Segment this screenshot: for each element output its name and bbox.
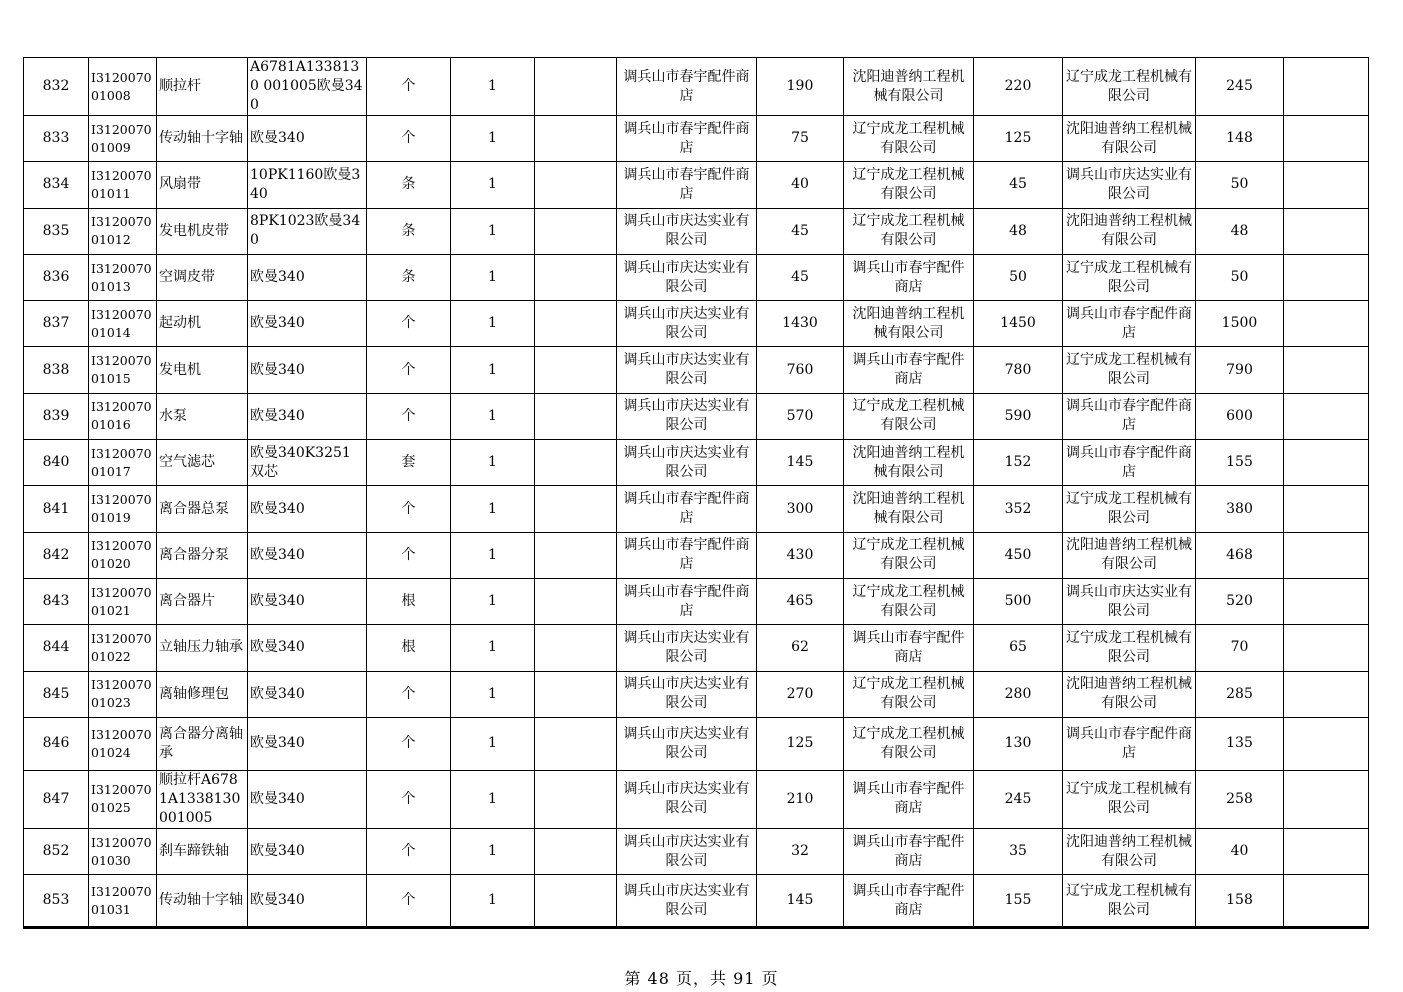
row-number: 853 [24, 875, 89, 928]
supplier-2: 辽宁成龙工程机械有限公司 [844, 162, 974, 208]
blank-cell [535, 717, 617, 770]
supplier-1: 调兵山市庆达实业有限公司 [617, 770, 757, 828]
price-3: 50 [1196, 162, 1284, 208]
supplier-3: 调兵山市庆达实业有限公司 [1063, 578, 1196, 624]
quantity: 1 [451, 770, 535, 828]
material-code: I3120070 01020 [89, 532, 157, 578]
table-row [24, 440, 1369, 486]
item-spec: 欧曼340 [248, 828, 367, 874]
price-2: 45 [974, 162, 1063, 208]
item-spec: 欧曼340 [248, 770, 367, 828]
blank-cell [535, 828, 617, 874]
unit: 个 [367, 301, 451, 347]
unit: 个 [367, 347, 451, 393]
material-code: I3120070 01031 [89, 875, 157, 928]
price-1: 62 [757, 625, 844, 671]
item-spec: 欧曼340 [248, 486, 367, 532]
item-spec: 欧曼340 [248, 347, 367, 393]
item-name: 刹车蹄铁轴 [157, 828, 248, 874]
table-row [24, 393, 1369, 439]
material-code: I3120070 01015 [89, 347, 157, 393]
price-1: 570 [757, 393, 844, 439]
item-name: 发电机皮带 [157, 208, 248, 254]
table-row [24, 162, 1369, 208]
blank-cell [535, 254, 617, 300]
price-2: 500 [974, 578, 1063, 624]
supplier-3: 调兵山市春宇配件商店 [1063, 393, 1196, 439]
price-2: 450 [974, 532, 1063, 578]
unit: 个 [367, 717, 451, 770]
parts-price-table [23, 57, 1369, 929]
item-name: 风扇带 [157, 162, 248, 208]
supplier-1: 调兵山市庆达实业有限公司 [617, 254, 757, 300]
item-spec: 欧曼340 [248, 254, 367, 300]
blank-cell [535, 671, 617, 717]
material-code: I3120070 01017 [89, 440, 157, 486]
material-code: I3120070 01019 [89, 486, 157, 532]
unit: 个 [367, 393, 451, 439]
row-number: 841 [24, 486, 89, 532]
supplier-3: 沈阳迪普纳工程机械有限公司 [1063, 671, 1196, 717]
supplier-2: 调兵山市春宇配件商店 [844, 347, 974, 393]
item-name: 离合器片 [157, 578, 248, 624]
unit: 个 [367, 875, 451, 928]
supplier-3: 辽宁成龙工程机械有限公司 [1063, 486, 1196, 532]
unit: 个 [367, 486, 451, 532]
material-code: I3120070 01021 [89, 578, 157, 624]
row-number: 842 [24, 532, 89, 578]
supplier-3: 调兵山市春宇配件商店 [1063, 717, 1196, 770]
row-number: 835 [24, 208, 89, 254]
material-code: I3120070 01024 [89, 717, 157, 770]
blank-cell [535, 532, 617, 578]
blank-cell [535, 58, 617, 116]
quantity: 1 [451, 625, 535, 671]
material-code: I3120070 01023 [89, 671, 157, 717]
page-footer: 第 48 页，共 91 页 [624, 969, 779, 988]
supplier-2: 辽宁成龙工程机械有限公司 [844, 578, 974, 624]
row-number: 840 [24, 440, 89, 486]
unit: 根 [367, 578, 451, 624]
unit: 条 [367, 254, 451, 300]
supplier-3: 沈阳迪普纳工程机械有限公司 [1063, 116, 1196, 162]
price-3: 520 [1196, 578, 1284, 624]
unit: 个 [367, 671, 451, 717]
material-code: I3120070 01030 [89, 828, 157, 874]
item-name: 传动轴十字轴 [157, 875, 248, 928]
remark-cell [1284, 254, 1369, 300]
table-row [24, 717, 1369, 770]
remark-cell [1284, 828, 1369, 874]
table-row [24, 486, 1369, 532]
item-spec: 欧曼340 [248, 116, 367, 162]
blank-cell [535, 347, 617, 393]
quantity: 1 [451, 828, 535, 874]
supplier-1: 调兵山市庆达实业有限公司 [617, 440, 757, 486]
price-3: 50 [1196, 254, 1284, 300]
blank-cell [535, 440, 617, 486]
row-number: 852 [24, 828, 89, 874]
item-name: 水泵 [157, 393, 248, 439]
price-1: 45 [757, 208, 844, 254]
quantity: 1 [451, 208, 535, 254]
quantity: 1 [451, 254, 535, 300]
item-name: 起动机 [157, 301, 248, 347]
supplier-1: 调兵山市春宇配件商店 [617, 58, 757, 116]
price-1: 75 [757, 116, 844, 162]
supplier-2: 沈阳迪普纳工程机械有限公司 [844, 58, 974, 116]
supplier-1: 调兵山市春宇配件商店 [617, 116, 757, 162]
supplier-2: 辽宁成龙工程机械有限公司 [844, 208, 974, 254]
blank-cell [535, 116, 617, 162]
supplier-2: 调兵山市春宇配件商店 [844, 770, 974, 828]
row-number: 834 [24, 162, 89, 208]
item-name: 立轴压力轴承 [157, 625, 248, 671]
quantity: 1 [451, 717, 535, 770]
blank-cell [535, 162, 617, 208]
price-3: 468 [1196, 532, 1284, 578]
supplier-3: 辽宁成龙工程机械有限公司 [1063, 770, 1196, 828]
material-code: I3120070 01013 [89, 254, 157, 300]
item-spec: 欧曼340 [248, 393, 367, 439]
supplier-3: 沈阳迪普纳工程机械有限公司 [1063, 208, 1196, 254]
quantity: 1 [451, 875, 535, 928]
item-spec: 10PK1160欧曼340 [248, 162, 367, 208]
price-2: 48 [974, 208, 1063, 254]
remark-cell [1284, 486, 1369, 532]
supplier-1: 调兵山市庆达实业有限公司 [617, 625, 757, 671]
price-1: 40 [757, 162, 844, 208]
supplier-1: 调兵山市庆达实业有限公司 [617, 393, 757, 439]
table-row [24, 828, 1369, 874]
item-name: 离合器分离轴承 [157, 717, 248, 770]
supplier-3: 调兵山市庆达实业有限公司 [1063, 162, 1196, 208]
supplier-2: 调兵山市春宇配件商店 [844, 254, 974, 300]
unit: 条 [367, 208, 451, 254]
price-2: 152 [974, 440, 1063, 486]
remark-cell [1284, 717, 1369, 770]
supplier-3: 调兵山市春宇配件商店 [1063, 440, 1196, 486]
supplier-1: 调兵山市庆达实业有限公司 [617, 671, 757, 717]
blank-cell [535, 393, 617, 439]
unit: 条 [367, 162, 451, 208]
row-number: 836 [24, 254, 89, 300]
price-2: 590 [974, 393, 1063, 439]
item-spec: 欧曼340 [248, 625, 367, 671]
row-number: 844 [24, 625, 89, 671]
supplier-2: 调兵山市春宇配件商店 [844, 875, 974, 928]
price-3: 70 [1196, 625, 1284, 671]
price-2: 130 [974, 717, 1063, 770]
price-3: 148 [1196, 116, 1284, 162]
supplier-1: 调兵山市庆达实业有限公司 [617, 301, 757, 347]
item-spec: 欧曼340 [248, 717, 367, 770]
unit: 个 [367, 828, 451, 874]
price-3: 158 [1196, 875, 1284, 928]
remark-cell [1284, 393, 1369, 439]
remark-cell [1284, 347, 1369, 393]
supplier-1: 调兵山市春宇配件商店 [617, 532, 757, 578]
material-code: I3120070 01016 [89, 393, 157, 439]
price-1: 125 [757, 717, 844, 770]
unit: 根 [367, 625, 451, 671]
item-spec: 欧曼340 [248, 875, 367, 928]
unit: 个 [367, 116, 451, 162]
table-row [24, 532, 1369, 578]
table-row [24, 208, 1369, 254]
supplier-1: 调兵山市春宇配件商店 [617, 162, 757, 208]
remark-cell [1284, 625, 1369, 671]
supplier-1: 调兵山市庆达实业有限公司 [617, 717, 757, 770]
item-spec: 欧曼340 [248, 532, 367, 578]
quantity: 1 [451, 486, 535, 532]
price-2: 50 [974, 254, 1063, 300]
remark-cell [1284, 162, 1369, 208]
table-row [24, 58, 1369, 116]
supplier-3: 辽宁成龙工程机械有限公司 [1063, 254, 1196, 300]
remark-cell [1284, 301, 1369, 347]
item-spec: 欧曼340 [248, 578, 367, 624]
row-number: 838 [24, 347, 89, 393]
supplier-3: 沈阳迪普纳工程机械有限公司 [1063, 828, 1196, 874]
material-code: I3120070 01014 [89, 301, 157, 347]
quantity: 1 [451, 301, 535, 347]
supplier-1: 调兵山市庆达实业有限公司 [617, 347, 757, 393]
quantity: 1 [451, 116, 535, 162]
supplier-2: 辽宁成龙工程机械有限公司 [844, 532, 974, 578]
item-spec: 欧曼340K3251双芯 [248, 440, 367, 486]
price-3: 600 [1196, 393, 1284, 439]
price-1: 1430 [757, 301, 844, 347]
remark-cell [1284, 208, 1369, 254]
row-number: 833 [24, 116, 89, 162]
table-row [24, 875, 1369, 928]
supplier-1: 调兵山市庆达实业有限公司 [617, 828, 757, 874]
price-3: 790 [1196, 347, 1284, 393]
supplier-2: 调兵山市春宇配件商店 [844, 828, 974, 874]
supplier-1: 调兵山市春宇配件商店 [617, 578, 757, 624]
price-3: 380 [1196, 486, 1284, 532]
unit: 套 [367, 440, 451, 486]
blank-cell [535, 875, 617, 928]
material-code: I3120070 01022 [89, 625, 157, 671]
remark-cell [1284, 671, 1369, 717]
material-code: I3120070 01012 [89, 208, 157, 254]
price-3: 155 [1196, 440, 1284, 486]
remark-cell [1284, 578, 1369, 624]
item-spec: 欧曼340 [248, 301, 367, 347]
table-row [24, 625, 1369, 671]
price-3: 40 [1196, 828, 1284, 874]
quantity: 1 [451, 671, 535, 717]
supplier-1: 调兵山市庆达实业有限公司 [617, 875, 757, 928]
supplier-2: 沈阳迪普纳工程机械有限公司 [844, 301, 974, 347]
price-3: 48 [1196, 208, 1284, 254]
price-2: 35 [974, 828, 1063, 874]
price-1: 465 [757, 578, 844, 624]
item-name: 传动轴十字轴 [157, 116, 248, 162]
price-2: 352 [974, 486, 1063, 532]
supplier-3: 辽宁成龙工程机械有限公司 [1063, 875, 1196, 928]
material-code: I3120070 01009 [89, 116, 157, 162]
item-name: 离合器总泵 [157, 486, 248, 532]
quantity: 1 [451, 347, 535, 393]
item-name: 顺拉杆 [157, 58, 248, 116]
price-2: 780 [974, 347, 1063, 393]
remark-cell [1284, 116, 1369, 162]
table-row [24, 116, 1369, 162]
supplier-2: 沈阳迪普纳工程机械有限公司 [844, 486, 974, 532]
unit: 个 [367, 770, 451, 828]
item-name: 发电机 [157, 347, 248, 393]
supplier-1: 调兵山市庆达实业有限公司 [617, 208, 757, 254]
price-3: 135 [1196, 717, 1284, 770]
price-2: 65 [974, 625, 1063, 671]
price-1: 45 [757, 254, 844, 300]
material-code: I3120070 01025 [89, 770, 157, 828]
item-spec: 欧曼340 [248, 671, 367, 717]
price-2: 280 [974, 671, 1063, 717]
price-3: 285 [1196, 671, 1284, 717]
quantity: 1 [451, 440, 535, 486]
price-2: 1450 [974, 301, 1063, 347]
supplier-2: 辽宁成龙工程机械有限公司 [844, 116, 974, 162]
price-1: 190 [757, 58, 844, 116]
material-code: I3120070 01011 [89, 162, 157, 208]
price-2: 155 [974, 875, 1063, 928]
remark-cell [1284, 875, 1369, 928]
price-1: 300 [757, 486, 844, 532]
price-2: 220 [974, 58, 1063, 116]
item-spec: A6781A1338130 001005欧曼340 [248, 58, 367, 116]
supplier-3: 辽宁成龙工程机械有限公司 [1063, 625, 1196, 671]
price-1: 760 [757, 347, 844, 393]
blank-cell [535, 208, 617, 254]
supplier-2: 沈阳迪普纳工程机械有限公司 [844, 440, 974, 486]
material-code: I3120070 01008 [89, 58, 157, 116]
remark-cell [1284, 58, 1369, 116]
supplier-3: 沈阳迪普纳工程机械有限公司 [1063, 532, 1196, 578]
price-2: 245 [974, 770, 1063, 828]
price-2: 125 [974, 116, 1063, 162]
remark-cell [1284, 440, 1369, 486]
table-row [24, 347, 1369, 393]
supplier-3: 调兵山市春宇配件商店 [1063, 301, 1196, 347]
table-row [24, 671, 1369, 717]
price-3: 258 [1196, 770, 1284, 828]
supplier-2: 辽宁成龙工程机械有限公司 [844, 393, 974, 439]
item-name: 离合器分泵 [157, 532, 248, 578]
supplier-1: 调兵山市春宇配件商店 [617, 486, 757, 532]
price-3: 245 [1196, 58, 1284, 116]
row-number: 837 [24, 301, 89, 347]
price-1: 210 [757, 770, 844, 828]
unit: 个 [367, 58, 451, 116]
quantity: 1 [451, 58, 535, 116]
table-row [24, 254, 1369, 300]
blank-cell [535, 578, 617, 624]
row-number: 832 [24, 58, 89, 116]
item-name: 离轴修理包 [157, 671, 248, 717]
supplier-2: 辽宁成龙工程机械有限公司 [844, 671, 974, 717]
price-1: 430 [757, 532, 844, 578]
row-number: 846 [24, 717, 89, 770]
supplier-2: 调兵山市春宇配件商店 [844, 625, 974, 671]
quantity: 1 [451, 578, 535, 624]
quantity: 1 [451, 393, 535, 439]
blank-cell [535, 770, 617, 828]
item-name: 顺拉杆A6781A1338130001005 [157, 770, 248, 828]
table-row [24, 770, 1369, 828]
remark-cell [1284, 532, 1369, 578]
unit: 个 [367, 532, 451, 578]
row-number: 839 [24, 393, 89, 439]
blank-cell [535, 301, 617, 347]
table-row [24, 578, 1369, 624]
row-number: 843 [24, 578, 89, 624]
price-1: 145 [757, 440, 844, 486]
price-3: 1500 [1196, 301, 1284, 347]
blank-cell [535, 486, 617, 532]
table-row [24, 301, 1369, 347]
price-1: 270 [757, 671, 844, 717]
supplier-2: 辽宁成龙工程机械有限公司 [844, 717, 974, 770]
supplier-3: 辽宁成龙工程机械有限公司 [1063, 347, 1196, 393]
row-number: 847 [24, 770, 89, 828]
row-number: 845 [24, 671, 89, 717]
price-1: 32 [757, 828, 844, 874]
item-name: 空气滤芯 [157, 440, 248, 486]
quantity: 1 [451, 532, 535, 578]
quantity: 1 [451, 162, 535, 208]
remark-cell [1284, 770, 1369, 828]
price-1: 145 [757, 875, 844, 928]
blank-cell [535, 625, 617, 671]
item-name: 空调皮带 [157, 254, 248, 300]
item-spec: 8PK1023欧曼340 [248, 208, 367, 254]
supplier-3: 辽宁成龙工程机械有限公司 [1063, 58, 1196, 116]
